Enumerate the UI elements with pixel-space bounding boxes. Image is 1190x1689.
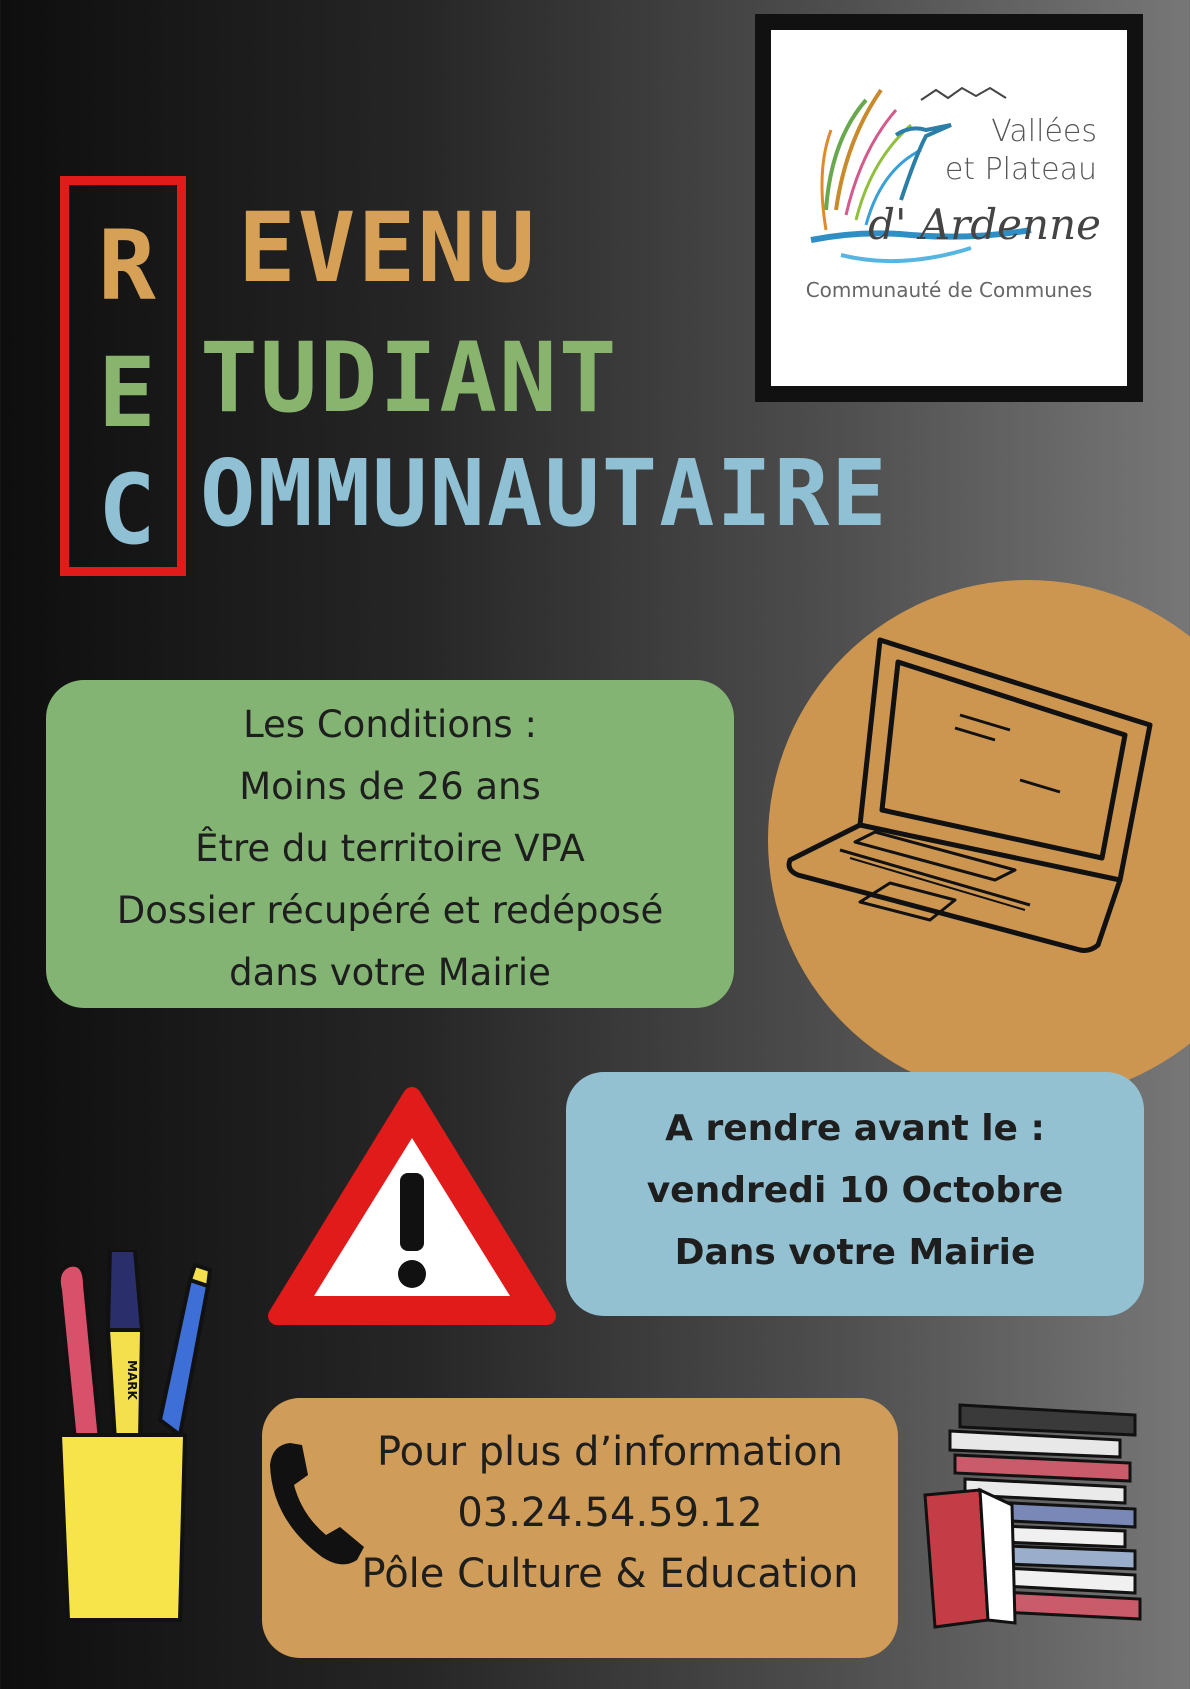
phone-icon <box>262 1435 372 1575</box>
logo-line-2: et Plateau <box>944 152 1097 187</box>
conditions-box <box>46 680 734 1008</box>
logo-subtitle: Communauté de Communes <box>805 278 1093 302</box>
title-initial-e: E <box>98 337 158 449</box>
info-line-1: Pour plus d’information <box>376 1429 844 1475</box>
logo-line-3: d' Ardenne <box>868 200 1101 249</box>
deadline-date: vendredi 10 Octobre <box>646 1170 1064 1211</box>
title-initial-r: R <box>98 210 158 322</box>
warning-icon <box>262 1078 562 1328</box>
deadline-line-3: Dans votre Mairie <box>674 1232 1036 1273</box>
title-rest-2: TUDIANT <box>200 322 619 434</box>
marker-label: MARK <box>125 1360 139 1400</box>
condition-item: Être du territoire VPA <box>195 827 585 870</box>
condition-item: Moins de 26 ans <box>239 765 541 808</box>
info-phone: 03.24.54.59.12 <box>457 1490 763 1536</box>
title-initial-c: C <box>98 454 158 566</box>
books-icon <box>920 1395 1150 1635</box>
logo <box>771 30 1127 386</box>
conditions-heading: Les Conditions : <box>243 703 537 746</box>
pen-cup-icon <box>40 1250 220 1630</box>
laptop-icon <box>780 620 1160 960</box>
deadline-line-1: A rendre avant le : <box>665 1108 1045 1149</box>
title-rest-3: OMMUNAUTAIRE <box>200 440 889 547</box>
deadline-box <box>566 1072 1144 1316</box>
title-rest-1: EVENU <box>238 192 537 304</box>
info-line-3: Pôle Culture & Education <box>361 1551 859 1597</box>
logo-line-1: Vallées <box>991 114 1097 149</box>
condition-item: dans votre Mairie <box>229 951 551 994</box>
condition-item: Dossier récupéré et redéposé <box>116 889 664 932</box>
